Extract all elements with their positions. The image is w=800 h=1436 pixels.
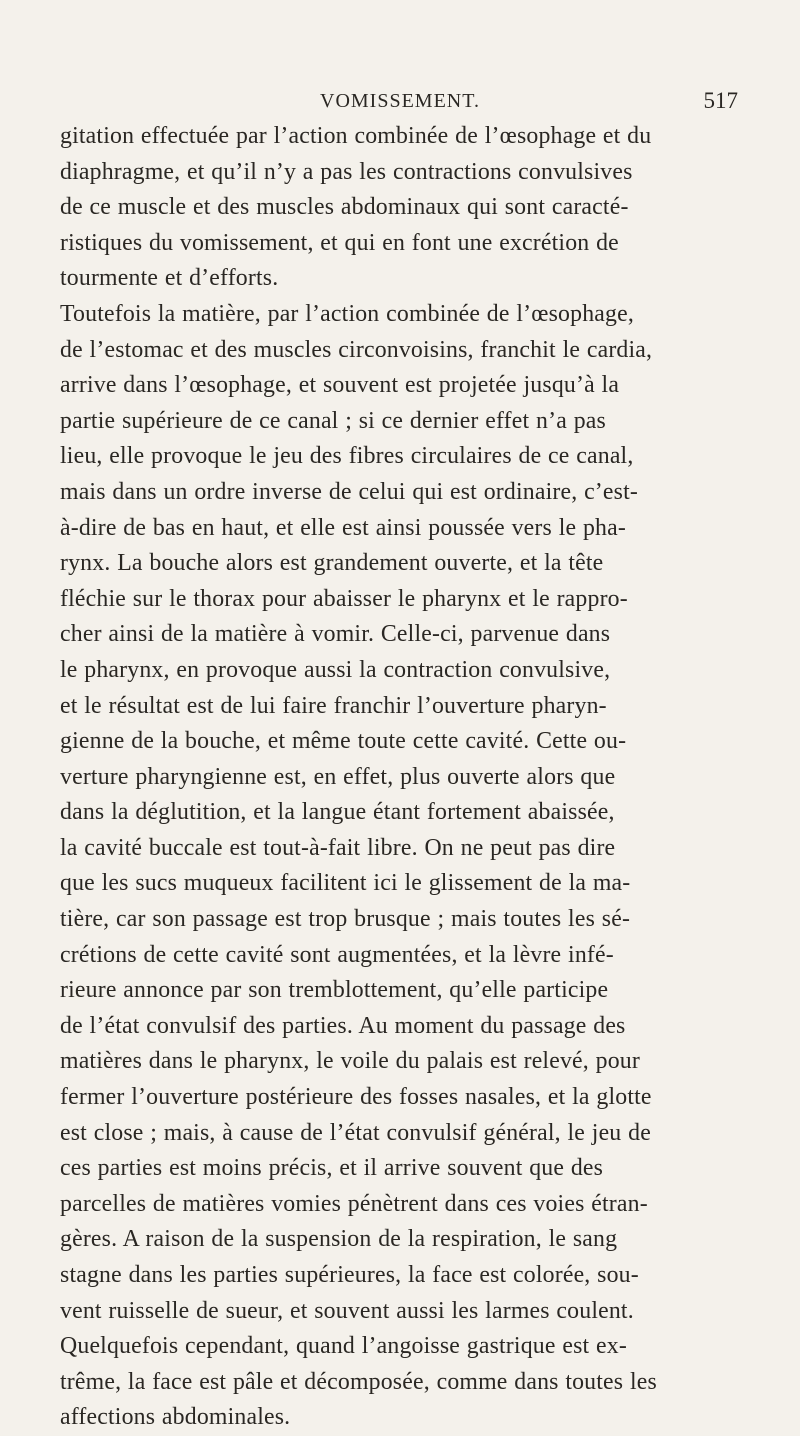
text-line: affections abdominales. (60, 1404, 291, 1431)
text-line: crétions de cette cavité sont augmentées, et la lèvre infé- (60, 941, 614, 968)
text-line: parcelles de matières vomies pénètrent dans ces voies étran- (60, 1190, 648, 1217)
text-line: rynx. La bouche alors est grandement ouverte, et la tête (60, 550, 604, 577)
text-line: est close ; mais, à cause de l’état convulsif général, le jeu de (60, 1119, 651, 1146)
text-line: stagne dans les parties supérieures, la face est colorée, sou- (60, 1262, 639, 1288)
text-line: fermer l’ouverture postérieure des fosses nasales, et la glotte (60, 1084, 652, 1111)
text-line: tourmente et d’efforts. (60, 265, 279, 292)
text-line: Toutefois la matière, par l’action combinée de l’œsophage, (60, 300, 634, 327)
text-line: mais dans un ordre inverse de celui qui est ordinaire, c’est- (60, 478, 638, 505)
text-line: gitation effectuée par l’action combinée de l’œsophage et du (60, 123, 652, 149)
text-line: partie supérieure de ce canal ; si ce dernier effet n’a pas (60, 407, 606, 434)
text-line: ristiques du vomissement, et qui en font une excrétion de (60, 229, 619, 256)
text-line: la cavité buccale est tout-à-fait libre. On ne peut pas dire (60, 834, 616, 861)
text-line: de ce muscle et des muscles abdominaux qui sont caracté- (60, 194, 629, 221)
text-line: le pharynx, en provoque aussi la contraction convulsive, (60, 656, 611, 683)
text-line: arrive dans l’œsophage, et souvent est projetée jusqu’à la (60, 372, 620, 399)
text-line: de l’état convulsif des parties. Au moment du passage des (60, 1012, 626, 1039)
page-number: 517 (703, 88, 738, 113)
text-line: dans la déglutition, et la langue étant fortement abaissée, (60, 799, 615, 826)
text-line: verture pharyngienne est, en effet, plus ouverte alors que (60, 763, 616, 790)
body-text (60, 119, 740, 1436)
text-line: gienne de la bouche, et même toute cette cavité. Cette ou- (60, 728, 627, 755)
text-line: diaphragme, et qu’il n’y a pas les contractions convulsives (60, 158, 633, 185)
text-line: gères. A raison de la suspension de la respiration, le sang (60, 1226, 618, 1253)
running-head: VOMISSEMENT. (320, 90, 480, 112)
text-line: tière, car son passage est trop brusque ; mais toutes les sé- (60, 906, 631, 933)
text-line: vent ruisselle de sueur, et souvent aussi les larmes coulent. (60, 1297, 634, 1324)
text-line: de l’estomac et des muscles circonvoisins, franchit le cardia, (60, 336, 653, 363)
page-header (60, 86, 740, 116)
text-line: trême, la face est pâle et décomposée, comme dans toutes les (60, 1368, 657, 1395)
text-line: ces parties est moins précis, et il arrive souvent que des (60, 1155, 604, 1182)
text-line: lieu, elle provoque le jeu des fibres circulaires de ce canal, (60, 443, 634, 470)
text-line: rieure annonce par son tremblottement, qu’elle participe (60, 977, 609, 1004)
text-line: fléchie sur le thorax pour abaisser le pharynx et le rappro- (60, 585, 628, 612)
text-line: et le résultat est de lui faire franchir l’ouverture pharyn- (60, 692, 607, 719)
text-line: matières dans le pharynx, le voile du palais est relevé, pour (60, 1048, 640, 1075)
text-line: à-dire de bas en haut, et elle est ainsi poussée vers le pha- (60, 514, 626, 541)
text-line: que les sucs muqueux facilitent ici le glissement de la ma- (60, 870, 631, 897)
text-line: cher ainsi de la matière à vomir. Celle-ci, parvenue dans (60, 621, 611, 648)
text-line: Quelquefois cependant, quand l’angoisse gastrique est ex- (60, 1333, 627, 1360)
